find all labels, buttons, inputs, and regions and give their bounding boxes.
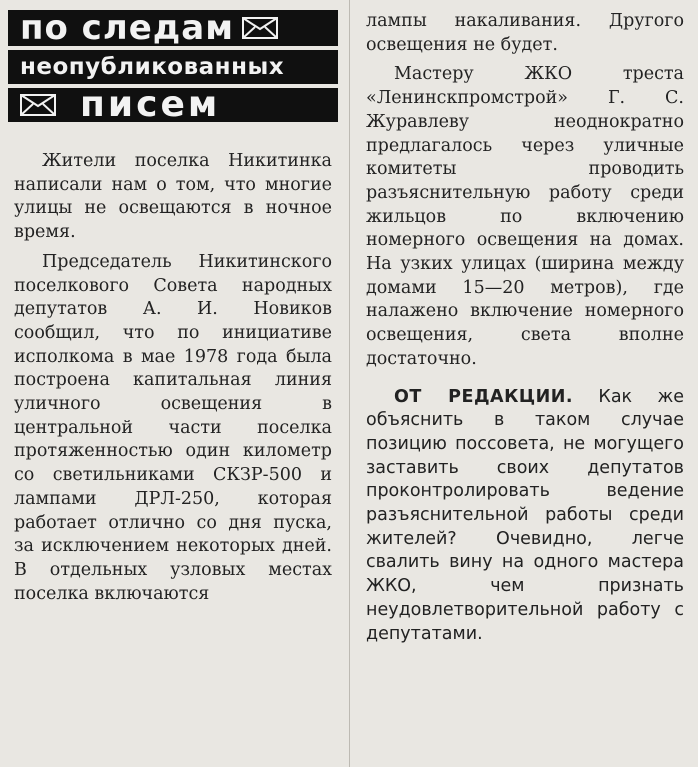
masthead-line-2 — [8, 50, 338, 84]
column-divider — [349, 0, 350, 767]
editorial-note — [366, 386, 684, 647]
envelope-icon — [242, 17, 278, 39]
masthead-title-line-2: неопубликованных — [20, 54, 285, 80]
article-paragraph: Жители поселка Никитинка написали нам о том, что многие улицы не освещаются в ночное время. — [14, 151, 332, 243]
editorial-heading: ОТ РЕДАКЦИИ. — [394, 386, 574, 407]
masthead-line-1 — [8, 10, 338, 46]
envelope-icon — [20, 94, 56, 116]
article-paragraph: Мастеру ЖКО треста «Ленинскпромстрой» Г. С. Журавлеву неоднократно предлагалось через уличные комитеты проводить разъяснительную работу среди жильцов по включению номерного освещения на домах. На узких улицах (ширина между домами 15—20 метров), где налажено включение номерного освещения, света вполне достаточно. — [366, 64, 684, 369]
masthead-title-line-3: писем — [80, 84, 221, 125]
editorial-body: Как же объяснить в таком случае позицию поссовета, не могущего заставить своих депутатов проконтролировать ведение разъяснительной работы среди жителей? Очевидно, легче свалить вину на одного мастера ЖКО, чем признать неудовлетворительной работу с депутатами. — [366, 386, 684, 644]
left-column — [14, 150, 332, 606]
article-paragraph: Председатель Никитинского поселкового Совета народных депутатов А. И. Новиков сообщил, что по инициативе исполкома в мае 1978 года была построена капитальная линия уличного освещения в центральной части поселка протяженностью один километр со светильниками СКЗР-500 и лампами ДРЛ-250, которая работает отлично со дня пуска, за исключением некоторых дней. В отдельных узловых местах поселка включаются — [14, 251, 332, 604]
right-column — [366, 10, 684, 646]
masthead-title-line-1: по следам — [20, 8, 234, 48]
article-paragraph-continued: лампы накаливания. Другого освещения не будет. — [366, 11, 684, 55]
masthead — [8, 8, 338, 125]
masthead-line-3 — [8, 84, 338, 125]
